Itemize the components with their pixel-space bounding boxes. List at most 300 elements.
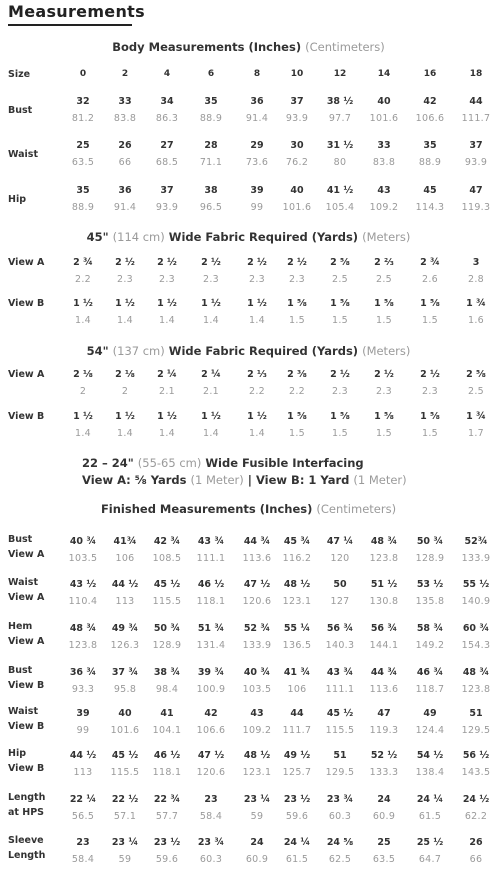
fabric45-yards-row-cell: 1 ⅝ <box>374 298 394 309</box>
fabric54-yards-row-cell: 1 ½ <box>157 411 177 422</box>
fabric54-meters-row-cell: 1.4 <box>74 428 91 439</box>
fabric45-meters-row-cell: 1.5 <box>331 315 348 326</box>
fabric54-row-label: View B <box>8 411 45 422</box>
interfacing-metric: (55-65 cm) <box>137 456 202 470</box>
finished-cm-row-cell: 106.6 <box>196 725 226 736</box>
finished-cm-row-cell: 111.1 <box>196 553 226 564</box>
finished-inches-row-cell: 51 <box>469 708 483 719</box>
finished-cm-row-cell: 100.9 <box>196 684 226 695</box>
finished-cm-row-cell: 113 <box>115 596 135 607</box>
finished-inches-row-cell: 46 ½ <box>153 750 181 761</box>
fabric45-meters-row-cell: 1.4 <box>158 315 175 326</box>
body-inches-row-cell: 28 <box>204 140 218 151</box>
body-inches-row-cell: 31 ½ <box>326 140 354 151</box>
body-cm-row-cell: 80 <box>333 157 347 168</box>
fabric54-yards-row-cell: 1 ½ <box>115 411 135 422</box>
fabric54-meters-row-cell: 2.3 <box>375 386 392 397</box>
finished-cm-row-cell: 128.9 <box>415 553 445 564</box>
fabric45-yards-row-cell: 1 ⅝ <box>287 298 307 309</box>
finished-cm-row-cell: 108.5 <box>152 553 182 564</box>
finished-inches-row-cell: 50 ¾ <box>153 623 181 634</box>
finished-cm-row-cell: 103.5 <box>68 553 98 564</box>
finished-cm-row-cell: 128.9 <box>152 640 182 651</box>
fabric45-meters-row <box>62 314 494 328</box>
body-inches-row-cell: 43 <box>377 185 391 196</box>
finished-inches-row-cell: 40 ¾ <box>69 536 97 547</box>
size-row-cell: 8 <box>253 69 261 79</box>
fabric45-yards-row-cell: 2 ½ <box>201 257 221 268</box>
fabric54-meters-row-cell: 2 <box>79 386 87 397</box>
finished-cm-row-cell: 99 <box>76 725 90 736</box>
finished-cm-row-cell: 154.3 <box>461 640 491 651</box>
body-cm-row-cell: 88.9 <box>71 202 95 213</box>
finished-row-label: Waist <box>8 577 39 588</box>
body-inches-row-cell: 27 <box>160 140 174 151</box>
fabric45-heading-text: Wide Fabric Required (Yards) <box>168 230 359 244</box>
finished-row-sublabel: View A <box>8 592 45 603</box>
fabric45-meters-row-cell: 1.4 <box>116 315 133 326</box>
body-inches-row-cell: 36 <box>250 96 264 107</box>
fabric45-yards-row <box>62 297 494 311</box>
fabric54-yards-row-cell: 1 ½ <box>201 411 221 422</box>
body-section-title <box>0 40 497 54</box>
finished-cm-row <box>62 724 494 738</box>
finished-inches-row-cell: 51 <box>333 750 347 761</box>
finished-inches-row-cell: 24 <box>250 837 264 848</box>
fabric54-yards-row-cell: 1 ⅝ <box>374 411 394 422</box>
finished-inches-row-cell: 48 ¾ <box>69 623 97 634</box>
finished-inches-row-cell: 47 ½ <box>197 750 225 761</box>
body-cm-row-cell: 71.1 <box>199 157 223 168</box>
finished-inches-row-cell: 56 ½ <box>462 750 490 761</box>
finished-cm-row-cell: 64.7 <box>418 854 442 865</box>
body-cm-row-cell: 88.9 <box>418 157 442 168</box>
finished-cm-row-cell: 115.5 <box>110 767 140 778</box>
body-inches-row-cell: 47 <box>469 185 483 196</box>
fabric54-yards-row-cell: 2 ⅛ <box>115 369 135 380</box>
fabric54-meters-row-cell: 1.4 <box>158 428 175 439</box>
finished-cm-row-cell: 111.1 <box>325 684 355 695</box>
body-cm-row-cell: 83.8 <box>113 113 137 124</box>
fabric45-meters-row-cell: 2.3 <box>288 274 305 285</box>
finished-inches-row-cell: 48 ¾ <box>370 536 398 547</box>
finished-cm-row-cell: 120.6 <box>196 767 226 778</box>
body-cm-row-cell: 119.3 <box>461 202 491 213</box>
finished-inches-row-cell: 41 <box>160 708 174 719</box>
fabric54-meters-row-cell: 2 <box>121 386 129 397</box>
finished-cm-row-cell: 59 <box>118 854 132 865</box>
body-cm-row-cell: 68.5 <box>155 157 179 168</box>
finished-cm-row-cell: 60.9 <box>245 854 269 865</box>
finished-cm-row-cell: 59 <box>250 811 264 822</box>
finished-row-label: Hip <box>8 748 27 759</box>
finished-inches-row-cell: 45 ¾ <box>283 536 311 547</box>
finished-inches-row-cell: 45 ½ <box>111 750 139 761</box>
fabric45-row-label: View B <box>8 298 45 309</box>
finished-cm-row-cell: 124.4 <box>415 725 445 736</box>
finished-cm-row-cell: 59.6 <box>285 811 309 822</box>
size-row-cell: 18 <box>469 69 483 79</box>
finished-inches-row <box>62 535 494 549</box>
fabric45-yards-row-cell: 1 ½ <box>247 298 267 309</box>
finished-inches-row-cell: 23 ¼ <box>111 837 139 848</box>
interfacing-text: Wide Fusible Interfacing <box>205 456 364 470</box>
fabric54-meters-row-cell: 2.1 <box>158 386 175 397</box>
body-inches-row-cell: 40 <box>377 96 391 107</box>
finished-cm-row-cell: 61.5 <box>285 854 309 865</box>
finished-inches-row-cell: 52¾ <box>464 536 488 547</box>
fabric45-yards-row-cell: 1 ½ <box>115 298 135 309</box>
finished-inches-row-cell: 46 ½ <box>197 579 225 590</box>
finished-inches-row-cell: 41 ¾ <box>283 667 311 678</box>
finished-cm-row-cell: 104.1 <box>152 725 182 736</box>
fabric54-heading-metric-b: (Meters) <box>362 344 411 358</box>
finished-cm-row-cell: 57.7 <box>155 811 179 822</box>
body-inches-row-cell: 34 <box>160 96 174 107</box>
body-cm-row-cell: 86.3 <box>155 113 179 124</box>
finished-cm-row <box>62 552 494 566</box>
size-row-cell: 6 <box>207 69 215 79</box>
body-cm-row-cell: 101.6 <box>369 113 399 124</box>
finished-cm-row-cell: 113 <box>73 767 93 778</box>
finished-inches-row-cell: 46 ¾ <box>416 667 444 678</box>
body-inches-row-cell: 33 <box>377 140 391 151</box>
interfacing-width: 22 – 24" <box>82 456 134 470</box>
interfacing-line2 <box>82 473 407 487</box>
fabric45-meters-row-cell: 2.6 <box>421 274 438 285</box>
fabric54-yards-row-cell: 2 ⅜ <box>287 369 307 380</box>
finished-inches-row-cell: 43 <box>250 708 264 719</box>
size-row-cell: 2 <box>121 69 129 79</box>
body-cm-row-cell: 105.4 <box>325 202 355 213</box>
finished-inches-row-cell: 43 ¾ <box>197 536 225 547</box>
fabric45-yards-row-cell: 2 ½ <box>247 257 267 268</box>
interfacing-view-a-metric: (1 Meter) <box>190 473 244 487</box>
fabric45-meters-row-cell: 2.3 <box>158 274 175 285</box>
finished-cm-row-cell: 95.8 <box>113 684 137 695</box>
fabric45-meters-row-cell: 2.3 <box>248 274 265 285</box>
finished-inches-row-cell: 49 ¾ <box>111 623 139 634</box>
finished-inches-row-cell: 25 <box>377 837 391 848</box>
finished-cm-row-cell: 58.4 <box>199 811 223 822</box>
finished-cm-row-cell: 138.4 <box>415 767 445 778</box>
interfacing-view-b-metric: (1 Meter) <box>353 473 407 487</box>
finished-inches-row-cell: 23 ¼ <box>243 794 271 805</box>
fabric45-meters-row-cell: 1.5 <box>375 315 392 326</box>
finished-inches-row-cell: 47 ¼ <box>326 536 354 547</box>
finished-row-sublabel: Length <box>8 850 46 861</box>
finished-cm-row-cell: 109.2 <box>242 725 272 736</box>
finished-inches-row-cell: 43 ¾ <box>326 667 354 678</box>
finished-inches-row-cell: 52 ¾ <box>243 623 271 634</box>
finished-row-sublabel: at HPS <box>8 807 45 818</box>
finished-cm-row-cell: 113.6 <box>369 684 399 695</box>
fabric45-yards-row-cell: 2 ⅝ <box>330 257 350 268</box>
fabric54-meters-row <box>62 427 494 441</box>
finished-inches-row-cell: 39 <box>76 708 90 719</box>
finished-inches-row-cell: 55 ¼ <box>283 623 311 634</box>
finished-inches-row-cell: 24 ¼ <box>283 837 311 848</box>
body-inches-row <box>62 95 494 109</box>
finished-row-sublabel: View B <box>8 721 45 732</box>
fabric45-meters-row-cell: 1.5 <box>288 315 305 326</box>
fabric45-yards-row-cell: 1 ¾ <box>466 298 486 309</box>
finished-cm-row-cell: 140.3 <box>325 640 355 651</box>
finished-cm-row-cell: 115.5 <box>325 725 355 736</box>
fabric54-meters-row-cell: 1.7 <box>467 428 484 439</box>
finished-inches-row-cell: 58 ¾ <box>416 623 444 634</box>
body-cm-row-cell: 114.3 <box>415 202 445 213</box>
finished-inches-row-cell: 53 ½ <box>416 579 444 590</box>
body-cm-row-cell: 109.2 <box>369 202 399 213</box>
fabric45-yards-row-cell: 1 ⅝ <box>330 298 350 309</box>
fabric54-yards-row-cell: 2 ½ <box>420 369 440 380</box>
finished-cm-row-cell: 62.5 <box>328 854 352 865</box>
body-cm-row-cell: 96.5 <box>199 202 223 213</box>
body-inches-row-cell: 44 <box>469 96 483 107</box>
fabric45-section-title <box>0 230 497 244</box>
size-row-cell: 0 <box>79 69 87 79</box>
finished-inches-row <box>62 836 494 850</box>
finished-cm-row-cell: 106 <box>287 684 307 695</box>
fabric54-yards-row-cell: 2 ¼ <box>157 369 177 380</box>
finished-inches-row-cell: 24 ¼ <box>416 794 444 805</box>
finished-cm-row-cell: 62.2 <box>464 811 488 822</box>
fabric45-meters-row-cell: 1.4 <box>74 315 91 326</box>
fabric54-meters-row-cell: 2.2 <box>248 386 265 397</box>
body-heading-metric: (Centimeters) <box>305 40 385 54</box>
size-row-cell: 14 <box>377 69 391 79</box>
finished-inches-row-cell: 24 ⅝ <box>326 837 354 848</box>
fabric45-meters-row-cell: 2.5 <box>331 274 348 285</box>
finished-cm-row <box>62 683 494 697</box>
finished-inches-row-cell: 23 <box>204 794 218 805</box>
fabric45-meters-row-cell: 1.4 <box>202 315 219 326</box>
finished-cm-row-cell: 120.6 <box>242 596 272 607</box>
size-row <box>62 67 494 81</box>
size-row-cell: 10 <box>290 69 304 79</box>
fabric54-yards-row-cell: 1 ½ <box>247 411 267 422</box>
body-cm-row-cell: 91.4 <box>113 202 137 213</box>
finished-inches-row-cell: 51 ¾ <box>197 623 225 634</box>
finished-cm-row-cell: 60.9 <box>372 811 396 822</box>
fabric54-heading-width: 54" <box>86 344 109 358</box>
fabric54-section-title <box>0 344 497 358</box>
finished-inches-row-cell: 49 <box>423 708 437 719</box>
finished-inches-row <box>62 622 494 636</box>
finished-inches-row-cell: 44 ¾ <box>370 667 398 678</box>
body-inches-row-cell: 32 <box>76 96 90 107</box>
body-inches-row-cell: 38 ½ <box>326 96 354 107</box>
body-inches-row-cell: 37 <box>290 96 304 107</box>
finished-inches-row-cell: 47 ½ <box>243 579 271 590</box>
finished-inches-row-cell: 40 <box>118 708 132 719</box>
finished-cm-row-cell: 133.3 <box>369 767 399 778</box>
finished-inches-row-cell: 23 ¾ <box>326 794 354 805</box>
finished-cm-row-cell: 118.1 <box>196 596 226 607</box>
size-row-cell: 12 <box>333 69 347 79</box>
finished-inches-row-cell: 44 ½ <box>111 579 139 590</box>
body-cm-row-cell: 73.6 <box>245 157 269 168</box>
body-inches-row-cell: 37 <box>469 140 483 151</box>
finished-inches-row <box>62 666 494 680</box>
fabric54-yards-row-cell: 2 ⅝ <box>466 369 486 380</box>
body-row-label: Bust <box>8 105 33 116</box>
finished-inches-row-cell: 22 ¾ <box>153 794 181 805</box>
finished-row-sublabel: View A <box>8 636 45 647</box>
body-cm-row-cell: 101.6 <box>282 202 312 213</box>
finished-inches-row-cell: 39 ¾ <box>197 667 225 678</box>
size-label: Size <box>8 69 31 80</box>
fabric45-yards-row-cell: 2 ½ <box>157 257 177 268</box>
body-inches-row-cell: 33 <box>118 96 132 107</box>
page-title: Measurements <box>8 2 145 21</box>
finished-inches-row-cell: 24 <box>377 794 391 805</box>
fabric45-meters-row-cell: 2.3 <box>116 274 133 285</box>
finished-cm-row-cell: 106 <box>115 553 135 564</box>
finished-cm-row-cell: 127 <box>330 596 350 607</box>
finished-cm-row <box>62 810 494 824</box>
finished-inches-row-cell: 45 ½ <box>153 579 181 590</box>
finished-inches-row-cell: 52 ½ <box>370 750 398 761</box>
finished-inches-row-cell: 60 ¾ <box>462 623 490 634</box>
finished-inches-row <box>62 749 494 763</box>
finished-inches-row-cell: 23 ½ <box>283 794 311 805</box>
body-inches-row-cell: 26 <box>118 140 132 151</box>
finished-row-sublabel: View A <box>8 549 45 560</box>
fabric45-yards-row-cell: 2 ¾ <box>73 257 93 268</box>
fabric45-heading-metric: (114 cm) <box>112 230 165 244</box>
finished-cm-row-cell: 123.8 <box>461 684 491 695</box>
finished-inches-row-cell: 23 ½ <box>153 837 181 848</box>
finished-cm-row-cell: 63.5 <box>372 854 396 865</box>
fabric54-yards-row-cell: 1 ⅝ <box>420 411 440 422</box>
finished-inches-row <box>62 793 494 807</box>
finished-cm-row-cell: 125.7 <box>282 767 312 778</box>
fabric54-meters-row-cell: 2.1 <box>202 386 219 397</box>
finished-cm-row-cell: 111.7 <box>282 725 312 736</box>
finished-inches-row-cell: 23 ¾ <box>197 837 225 848</box>
body-inches-row <box>62 184 494 198</box>
finished-cm-row-cell: 101.6 <box>110 725 140 736</box>
fabric54-yards-row-cell: 2 ¼ <box>201 369 221 380</box>
fabric45-yards-row <box>62 256 494 270</box>
fabric45-meters-row-cell: 2.8 <box>467 274 484 285</box>
fabric54-yards-row-cell: 2 ½ <box>330 369 350 380</box>
finished-cm-row-cell: 149.2 <box>415 640 445 651</box>
fabric45-row-label: View A <box>8 257 45 268</box>
finished-cm-row-cell: 59.6 <box>155 854 179 865</box>
finished-inches-row-cell: 54 ½ <box>416 750 444 761</box>
finished-inches-row-cell: 37 ¾ <box>111 667 139 678</box>
fabric45-yards-row-cell: 1 ½ <box>157 298 177 309</box>
body-cm-row-cell: 93.9 <box>155 202 179 213</box>
finished-cm-row-cell: 143.5 <box>461 767 491 778</box>
finished-cm-row <box>62 853 494 867</box>
finished-inches-row <box>62 707 494 721</box>
fabric45-yards-row-cell: 2 ⅔ <box>374 257 394 268</box>
fabric45-yards-row-cell: 3 <box>472 257 480 268</box>
body-cm-row-cell: 93.9 <box>464 157 488 168</box>
finished-cm-row-cell: 136.5 <box>282 640 312 651</box>
finished-row-label: Bust <box>8 534 33 545</box>
finished-inches-row-cell: 44 ½ <box>69 750 97 761</box>
body-cm-row-cell: 93.9 <box>285 113 309 124</box>
finished-inches-row-cell: 56 ¾ <box>326 623 354 634</box>
fabric45-meters-row-cell: 2.5 <box>375 274 392 285</box>
finished-cm-row-cell: 57.1 <box>113 811 137 822</box>
finished-cm-row-cell: 123.8 <box>369 553 399 564</box>
fabric54-yards-row <box>62 368 494 382</box>
fabric45-meters-row-cell: 1.6 <box>467 315 484 326</box>
finished-cm-row-cell: 60.3 <box>199 854 223 865</box>
fabric54-meters-row <box>62 385 494 399</box>
fabric54-yards-row-cell: 2 ⅓ <box>247 369 267 380</box>
fabric54-meters-row-cell: 1.5 <box>375 428 392 439</box>
finished-cm-row-cell: 113.6 <box>242 553 272 564</box>
fabric45-yards-row-cell: 2 ½ <box>115 257 135 268</box>
finished-inches-row-cell: 26 <box>469 837 483 848</box>
body-inches-row-cell: 25 <box>76 140 90 151</box>
finished-inches-row-cell: 55 ½ <box>462 579 490 590</box>
finished-inches-row-cell: 56 ¾ <box>370 623 398 634</box>
finished-inches-row-cell: 22 ½ <box>111 794 139 805</box>
finished-inches-row <box>62 578 494 592</box>
finished-cm-row-cell: 98.4 <box>155 684 179 695</box>
body-cm-row-cell: 81.2 <box>71 113 95 124</box>
finished-inches-row-cell: 24 ½ <box>462 794 490 805</box>
body-inches-row-cell: 37 <box>160 185 174 196</box>
finished-cm-row-cell: 60.3 <box>328 811 352 822</box>
body-cm-row-cell: 63.5 <box>71 157 95 168</box>
finished-inches-row-cell: 41¾ <box>113 536 137 547</box>
body-cm-row-cell: 97.7 <box>328 113 352 124</box>
body-cm-row-cell: 111.7 <box>461 113 491 124</box>
finished-heading-metric: (Centimeters) <box>316 502 397 516</box>
interfacing-view-b: | View B: 1 Yard <box>247 473 350 487</box>
body-inches-row-cell: 29 <box>250 140 264 151</box>
fabric54-meters-row-cell: 1.4 <box>116 428 133 439</box>
finished-inches-row-cell: 43 ½ <box>69 579 97 590</box>
finished-inches-row-cell: 44 ¾ <box>243 536 271 547</box>
finished-cm-row <box>62 766 494 780</box>
size-row-cell: 4 <box>163 69 171 79</box>
fabric54-meters-row-cell: 1.5 <box>288 428 305 439</box>
finished-cm-row <box>62 595 494 609</box>
finished-cm-row-cell: 103.5 <box>242 684 272 695</box>
body-cm-row <box>62 156 494 170</box>
body-inches-row-cell: 40 <box>290 185 304 196</box>
fabric45-yards-row-cell: 1 ⅝ <box>420 298 440 309</box>
finished-inches-row-cell: 42 <box>204 708 218 719</box>
finished-cm-row-cell: 56.5 <box>71 811 95 822</box>
fabric45-yards-row-cell: 2 ½ <box>287 257 307 268</box>
finished-cm-row-cell: 66 <box>469 854 483 865</box>
finished-cm-row-cell: 110.4 <box>68 596 98 607</box>
finished-cm-row-cell: 120 <box>330 553 350 564</box>
finished-inches-row-cell: 25 ½ <box>416 837 444 848</box>
fabric54-meters-row-cell: 2.5 <box>467 386 484 397</box>
finished-inches-row-cell: 45 ½ <box>326 708 354 719</box>
title-underline <box>8 24 132 26</box>
finished-inches-row-cell: 48 ¾ <box>462 667 490 678</box>
interfacing-view-a: View A: ⅝ Yards <box>82 473 187 487</box>
body-cm-row-cell: 99 <box>250 202 264 213</box>
fabric54-meters-row-cell: 1.5 <box>421 428 438 439</box>
body-cm-row <box>62 201 494 215</box>
fabric54-meters-row-cell: 1.5 <box>331 428 348 439</box>
size-row-cell: 16 <box>423 69 437 79</box>
